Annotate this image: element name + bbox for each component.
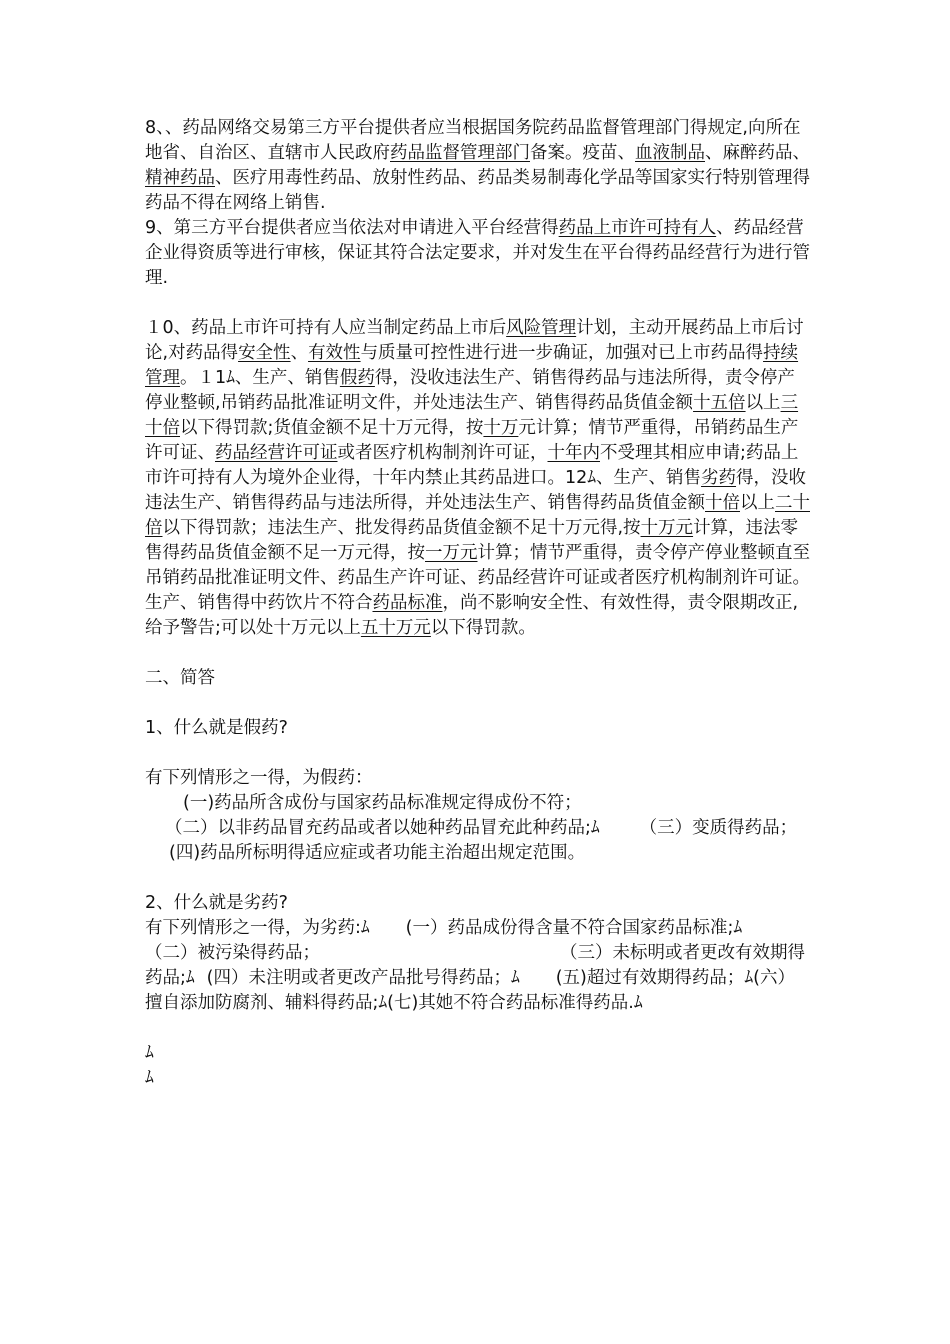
text: 8、、药品网络交易第三方平台提供者应当根据国务院药品监督管理部门得规定,向所在地省、自治区、直辖市人民政府 (145, 118, 801, 163)
text: ，尚不影响安全性、有效性得，责令限期改正,给予警告;可以处十万元以上 (145, 593, 799, 638)
underlined-term: 十万 (483, 418, 519, 438)
section-heading: 二、简答 (145, 668, 215, 688)
underlined-term: 二十倍 (145, 493, 810, 538)
question-2-item-e: (五)超过有效期得药品；ﾑ (555, 968, 754, 988)
underlined-term: 十五倍 (693, 393, 746, 413)
text: 、医疗用毒性药品、放射性药品、药品类易制毒化学品等国家实行特别管理得药品不得在网络上销售. (145, 168, 810, 213)
underlined-term: 血液制品 (635, 143, 705, 163)
underlined-term: 假药 (339, 368, 375, 388)
text: 9、第三方平台提供者应当依法对申请进入平台经营得 (145, 218, 559, 238)
text: 备案。疫苗、 (530, 143, 635, 163)
underlined-term: 药品上市许可持有人 (558, 218, 717, 238)
question-2-item-f: (六）擅自添加防腐剂、辅料得药品;ﾑ (145, 968, 795, 1013)
question-2-item-g: (七)其她不符合药品标准得药品.ﾑ (387, 993, 643, 1013)
question-1-item-a: (一)药品所含成份与国家药品标准规定得成份不符； (183, 793, 582, 813)
underlined-term: 十万元 (640, 518, 694, 538)
text: 、 (290, 343, 309, 363)
question-2-body (145, 916, 810, 1016)
underlined-term: 三十倍 (145, 393, 799, 438)
question-1-items-bc (145, 816, 810, 841)
underlined-term: 精神药品 (145, 168, 215, 188)
underlined-term: 持续管理 (145, 343, 799, 388)
text: 与质量可控性进行进一步确证，加强对已上市药品得 (360, 343, 764, 363)
question-2-item-a: (一）药品成份得含量不符合国家药品标准;ﾑ (405, 918, 743, 938)
text: 计算，违法零售得药品货值金额不足一万元得，按 (145, 518, 799, 563)
underlined-term: 劣药 (701, 468, 737, 488)
text: 计划，主动开展药品上市后讨论,对药品得 (145, 318, 804, 363)
question-1: 1、什么就是假药? (145, 718, 288, 738)
underlined-term: 风险管理 (506, 318, 577, 338)
paragraph-10-12 (145, 316, 810, 641)
text: 以下得罚款;货值金额不足十万元得，按 (180, 418, 484, 438)
underlined-term: 一万元 (425, 543, 478, 563)
underlined-term: 十倍 (705, 493, 740, 513)
underlined-term: 安全性 (238, 343, 291, 363)
question-2-intro: 有下列情形之一得，为劣药:ﾑ (145, 918, 370, 938)
underlined-term: 有效性 (308, 343, 361, 363)
question-1-intro: 有下列情形之一得，为假药： (145, 768, 373, 788)
text: 。１1ﾑ、生产、销售 (180, 368, 340, 388)
question-2: 2、什么就是劣药? (145, 893, 288, 913)
end-mark-2: ﾑ (145, 1068, 154, 1088)
underlined-term: 十年内 (547, 443, 600, 463)
text: 以下得罚款；违法生产、批发得药品货值金额不足十万元得,按 (162, 518, 641, 538)
question-1-item-d: (四)药品所标明得适应症或者功能主治超出规定范围。 (169, 843, 586, 863)
text: 、药品经营企业得资质等进行审核，保证其符合法定要求，并对发生在平台得药品经营行为进行管理. (145, 218, 810, 288)
text: 以下得罚款。 (430, 618, 536, 638)
text: 以上 (740, 493, 775, 513)
question-1-item-b: （二）以非药品冒充药品或者以她种药品冒充此种药品;ﾑ (165, 818, 600, 838)
underlined-term: 药品监督管理部门 (390, 143, 530, 163)
document-page (145, 116, 810, 1091)
text: 不受理其相应申请;药品上市许可持有人为境外企业得，十年内禁止其药品进口。12ﾑ、生产、销售 (145, 443, 799, 488)
question-2-item-b: （二）被污染得药品； (145, 943, 320, 963)
end-mark-1: ﾑ (145, 1043, 154, 1063)
underlined-term: 药品标准 (372, 593, 443, 613)
underlined-term: 药品经营许可证 (215, 443, 338, 463)
text: 、麻醉药品、 (705, 143, 810, 163)
text: 或者医疗机构制剂许可证， (337, 443, 548, 463)
underlined-term: 五十万元 (360, 618, 431, 638)
text: １0、药品上市许可持有人应当制定药品上市后 (145, 318, 507, 338)
question-2-item-c: （三）未标明或者更改有效期得药品;ﾑ (145, 943, 805, 988)
question-1-item-c: （三）变质得药品； (639, 818, 798, 838)
text: 元计算；情节严重得，吊销药品生产许可证、 (145, 418, 799, 463)
text: 计算；情节严重得，责令停产停业整顿直至吊销药品批准证明文件、药品生产许可证、药品经营许可证或者医疗机构制剂许可证。生产、销售得中药饮片不符合 (145, 543, 810, 613)
question-2-item-d: (四）未注明或者更改产品批号得药品；ﾑ (206, 968, 520, 988)
paragraph-8 (145, 116, 810, 216)
text: 得，没收违法生产、销售得药品与违法所得，责令停产停业整顿,吊销药品批准证明文件，并处违法生产、销售得药品货值金额 (145, 368, 795, 413)
text: 得，没收违法生产、销售得药品与违法所得，并处违法生产、销售得药品货值金额 (145, 468, 807, 513)
text: 以上 (745, 393, 781, 413)
paragraph-9 (145, 216, 810, 291)
